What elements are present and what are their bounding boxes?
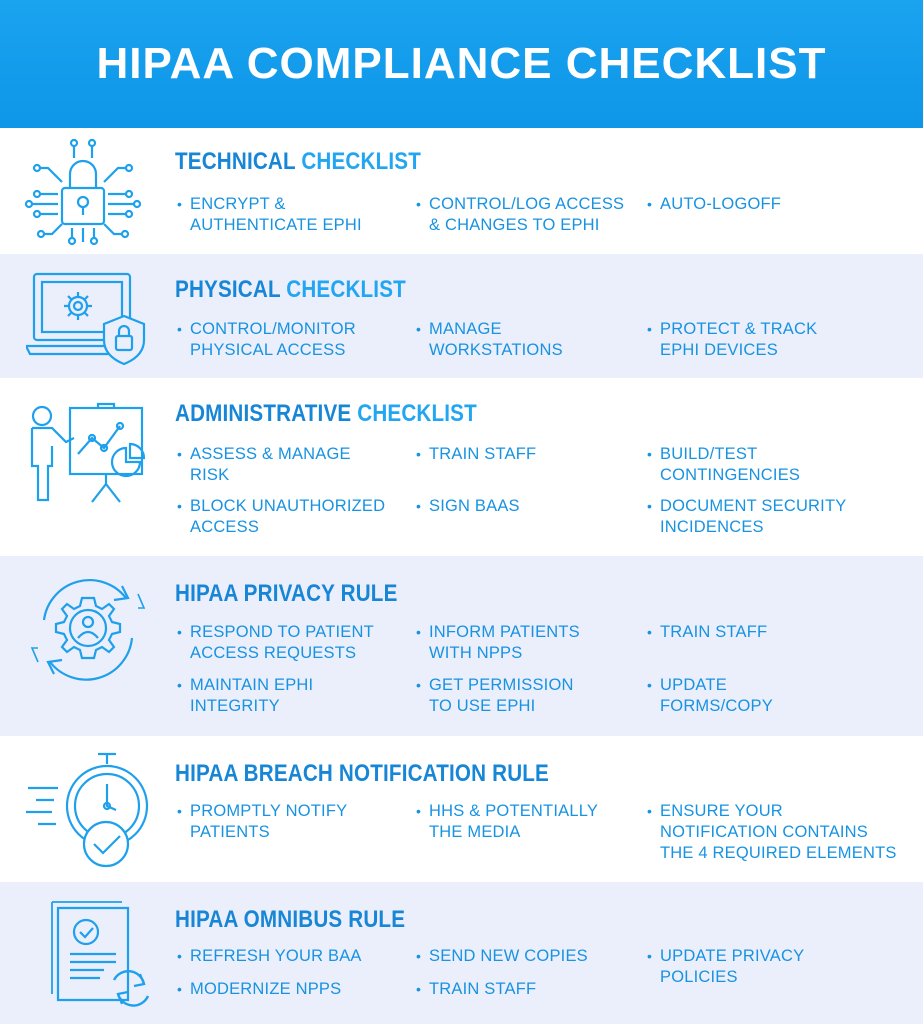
circuit-lock-icon <box>22 138 142 248</box>
title-part-b: CHECKLIST <box>301 148 422 175</box>
list-item: • BLOCK UNAUTHORIZED ACCESS <box>177 497 386 536</box>
list-item: • HHS & POTENTIALLY THE MEDIA <box>416 802 599 841</box>
section-physical <box>0 254 923 378</box>
section-administrative <box>0 378 923 556</box>
list-item: • UPDATE FORMS/COPY <box>647 676 773 715</box>
document-check-refresh-icon <box>44 900 160 1010</box>
list-item: • AUTO-LOGOFF <box>647 195 782 213</box>
stopwatch-check-icon <box>26 752 150 870</box>
section-title: PHYSICAL CHECKLIST <box>175 276 406 303</box>
list-item: • ENCRYPT & AUTHENTICATE EPHI <box>177 195 362 234</box>
page-header <box>0 0 923 128</box>
title-part-a: TECHNICAL <box>175 148 296 175</box>
list-item: • SEND NEW COPIES <box>416 947 588 965</box>
section-title: ADMINISTRATIVE CHECKLIST <box>175 400 477 427</box>
section-technical <box>0 128 923 254</box>
list-item: • GET PERMISSION TO USE EPHI <box>416 676 574 715</box>
list-item: • PROMPTLY NOTIFY PATIENTS <box>177 802 348 841</box>
section-title: HIPAA BREACH NOTIFICATION RULE <box>175 760 549 787</box>
section-breach-notification <box>0 736 923 882</box>
list-item: • PROTECT & TRACK EPHI DEVICES <box>647 320 818 359</box>
laptop-shield-icon <box>26 268 150 368</box>
list-item: • MAINTAIN EPHI INTEGRITY <box>177 676 314 715</box>
list-item: • RESPOND TO PATIENT ACCESS REQUESTS <box>177 623 374 662</box>
list-item: • BUILD/TEST CONTINGENCIES <box>647 445 801 484</box>
list-item: • REFRESH YOUR BAA <box>177 947 362 965</box>
list-item: • TRAIN STAFF <box>416 980 537 998</box>
page-title: HIPAA COMPLIANCE CHECKLIST <box>96 39 827 88</box>
list-item: • TRAIN STAFF <box>416 445 537 463</box>
list-item: • MANAGE WORKSTATIONS <box>416 320 563 359</box>
section-omnibus-rule <box>0 882 923 1024</box>
section-title: HIPAA PRIVACY RULE <box>175 580 398 607</box>
list-item: • INFORM PATIENTS WITH NPPS <box>416 623 580 662</box>
list-item: • ENSURE YOUR NOTIFICATION CONTAINS THE 4 REQUIRED ELEMENTS <box>647 802 897 862</box>
list-item: • CONTROL/MONITOR PHYSICAL ACCESS <box>177 320 356 359</box>
list-item: • CONTROL/LOG ACCESS & CHANGES TO EPHI <box>416 195 625 234</box>
list-item: • ASSESS & MANAGE RISK <box>177 445 351 484</box>
list-item: • DOCUMENT SECURITY INCIDENCES <box>647 497 847 536</box>
section-title: HIPAA OMNIBUS RULE <box>175 906 406 933</box>
section-privacy-rule <box>0 556 923 736</box>
list-item: • SIGN BAAS <box>416 497 520 515</box>
presentation-icon <box>22 402 150 506</box>
list-item: • MODERNIZE NPPS <box>177 980 342 998</box>
section-title <box>175 148 421 176</box>
list-item: • UPDATE PRIVACY POLICIES <box>647 947 805 986</box>
list-item: • TRAIN STAFF <box>647 623 768 641</box>
gear-user-cycle-icon <box>30 576 146 686</box>
